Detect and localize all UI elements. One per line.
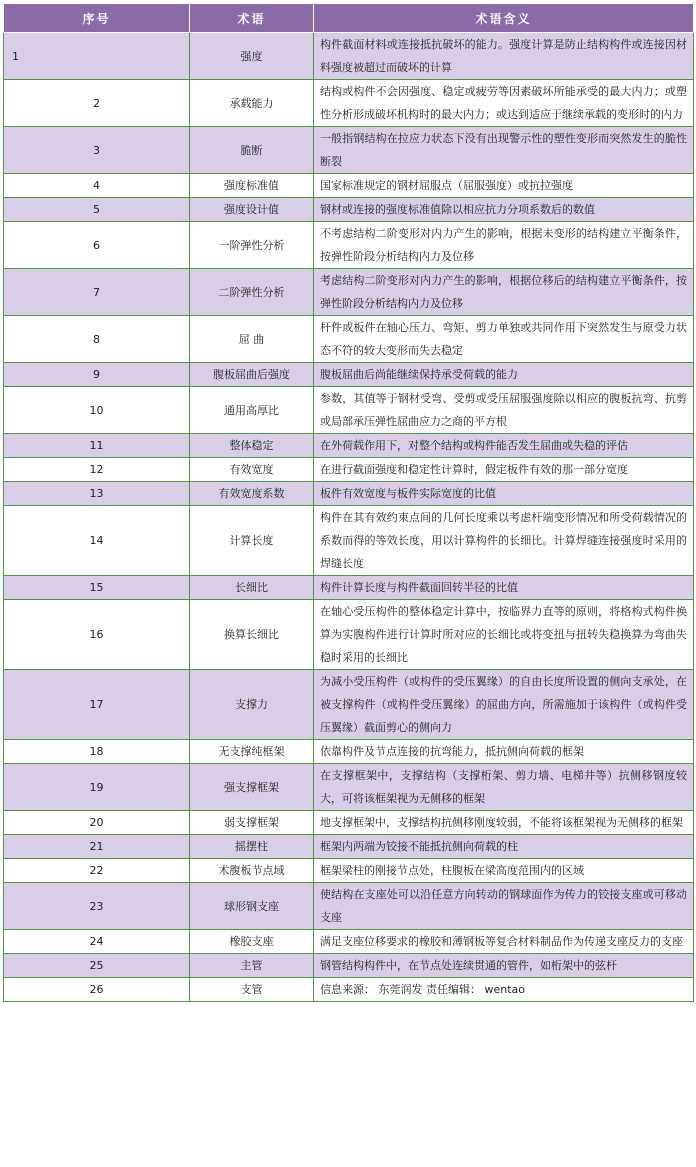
row-definition: 在轴心受压构件的整体稳定计算中，按临界力直等的原则，将格构式构件换算为实腹构件进行计算时所对应的长细比或将变扭与扭转失稳换算为弯曲失稳时采用的长细比: [314, 600, 694, 670]
row-definition: 为减小受压构件（或构件的受压翼缘）的自由长度所设置的侧向支承处，在被支撑构件（或构件受压翼缘）的屈曲方向，所需施加于该构件（或构件受压翼缘）截面剪心的侧向力: [314, 670, 694, 740]
row-definition: 参数，其值等于钢材受弯、受剪或受压屈服强度除以相应的腹板抗弯、抗剪或局部承压弹性屈曲应力之商的平方根: [314, 387, 694, 434]
table-row: [4, 33, 694, 80]
table-row: [4, 835, 694, 859]
row-definition: 结构或构件不会因强度、稳定或疲劳等因素破坏所能承受的最大内力；或塑性分析形成破坏机构时的最大内力；或达到适应于继续承载的变形时的内力: [314, 80, 694, 127]
row-definition: 构件截面材料或连接抵抗破坏的能力。强度计算是防止结构构件或连接因材料强度被超过而破坏的计算: [314, 33, 694, 80]
row-index: 19: [4, 764, 190, 811]
row-term: 支撑力: [190, 670, 314, 740]
table-header: [4, 4, 694, 33]
row-definition: 依靠构件及节点连接的抗弯能力，抵抗侧向荷载的框架: [314, 740, 694, 764]
row-term: 通用高厚比: [190, 387, 314, 434]
row-definition: 在支撑框架中，支撑结构（支撑桁架、剪力墙、电梯井等）抗侧移钢度较大，可将该框架视为无侧移的框架: [314, 764, 694, 811]
table-row: [4, 978, 694, 1002]
row-term: 长细比: [190, 576, 314, 600]
row-term: 术腹板节点域: [190, 859, 314, 883]
row-term: 一阶弹性分析: [190, 222, 314, 269]
row-definition: 信息来源： 东莞润发 责任编辑： wentao: [314, 978, 694, 1002]
header-definition: 术语含义: [314, 4, 694, 33]
row-index: 1: [4, 33, 190, 80]
row-term: 主管: [190, 954, 314, 978]
row-index: 5: [4, 198, 190, 222]
row-definition: 杆件或板件在轴心压力、弯矩、剪力单独或共同作用下突然发生与原受力状态不符的较大变形而失去稳定: [314, 316, 694, 363]
row-definition: 框架内两端为铰接不能抵抗侧向荷载的柱: [314, 835, 694, 859]
row-term: 有效宽度: [190, 458, 314, 482]
row-definition: 框架梁柱的刚接节点处，柱腹板在梁高度范围内的区域: [314, 859, 694, 883]
row-definition: 使结构在支座处可以沿任意方向转动的钢球面作为传力的铰接支座或可移动支座: [314, 883, 694, 930]
row-definition: 考虑结构二阶变形对内力产生的影响，根据位移后的结构建立平衡条件，按弹性阶段分析结构内力及位移: [314, 269, 694, 316]
table-row: [4, 434, 694, 458]
row-term: 无支撑纯框架: [190, 740, 314, 764]
row-index: 20: [4, 811, 190, 835]
row-term: 二阶弹性分析: [190, 269, 314, 316]
row-term: 橡胶支座: [190, 930, 314, 954]
row-index: 10: [4, 387, 190, 434]
row-definition: 构件在其有效约束点间的几何长度乘以考虑杆端变形情况和所受荷载情况的系数而得的等效长度，用以计算构件的长细比。计算焊缝连接强度时采用的焊缝长度: [314, 506, 694, 576]
row-index: 23: [4, 883, 190, 930]
table-row: [4, 222, 694, 269]
table-row: [4, 127, 694, 174]
row-index: 18: [4, 740, 190, 764]
row-index: 6: [4, 222, 190, 269]
row-index: 22: [4, 859, 190, 883]
row-definition: 地支撑框架中，支撑结构抗侧移刚度较弱，不能将该框架视为无侧移的框架: [314, 811, 694, 835]
row-definition: 板件有效宽度与板件实际宽度的比值: [314, 482, 694, 506]
table-row: [4, 670, 694, 740]
table-row: [4, 811, 694, 835]
row-term: 强度: [190, 33, 314, 80]
row-definition: 国家标准规定的钢材屈服点（屈服强度）或抗拉强度: [314, 174, 694, 198]
row-index: 4: [4, 174, 190, 198]
row-term: 腹板屈曲后强度: [190, 363, 314, 387]
header-index: 序号: [4, 4, 190, 33]
table-row: [4, 883, 694, 930]
row-index: 17: [4, 670, 190, 740]
row-definition: 腹板屈曲后尚能继续保持承受荷载的能力: [314, 363, 694, 387]
row-index: 15: [4, 576, 190, 600]
row-term: 支管: [190, 978, 314, 1002]
row-term: 摇摆柱: [190, 835, 314, 859]
row-index: 26: [4, 978, 190, 1002]
row-term: 脆断: [190, 127, 314, 174]
table-row: [4, 740, 694, 764]
row-index: 8: [4, 316, 190, 363]
row-index: 2: [4, 80, 190, 127]
row-definition: 钢管结构构件中，在节点处连续贯通的管件，如桁架中的弦杆: [314, 954, 694, 978]
row-term: 球形钢支座: [190, 883, 314, 930]
table-row: [4, 930, 694, 954]
row-index: 16: [4, 600, 190, 670]
row-definition: 钢材或连接的强度标准值除以相应抗力分项系数后的数值: [314, 198, 694, 222]
row-index: 13: [4, 482, 190, 506]
row-definition: 构件计算长度与构件截面回转半径的比值: [314, 576, 694, 600]
row-index: 25: [4, 954, 190, 978]
table-row: [4, 764, 694, 811]
row-term: 整体稳定: [190, 434, 314, 458]
row-index: 7: [4, 269, 190, 316]
row-term: 有效宽度系数: [190, 482, 314, 506]
row-index: 12: [4, 458, 190, 482]
table-row: [4, 458, 694, 482]
table-row: [4, 174, 694, 198]
table-row: [4, 80, 694, 127]
table-row: [4, 506, 694, 576]
row-term: 计算长度: [190, 506, 314, 576]
row-term: 强支撑框架: [190, 764, 314, 811]
row-index: 9: [4, 363, 190, 387]
row-term: 强度设计值: [190, 198, 314, 222]
header-term: 术语: [190, 4, 314, 33]
table-row: [4, 269, 694, 316]
row-index: 3: [4, 127, 190, 174]
row-term: 弱支撑框架: [190, 811, 314, 835]
terms-table: [3, 3, 694, 1002]
table-row: [4, 363, 694, 387]
table-row: [4, 387, 694, 434]
table-row: [4, 482, 694, 506]
row-term: 承载能力: [190, 80, 314, 127]
row-index: 11: [4, 434, 190, 458]
row-definition: 满足支座位移要求的橡胶和薄钢板等复合材料制品作为传递支座反力的支座: [314, 930, 694, 954]
row-term: 换算长细比: [190, 600, 314, 670]
row-index: 21: [4, 835, 190, 859]
row-term: 强度标准值: [190, 174, 314, 198]
row-index: 24: [4, 930, 190, 954]
table-row: [4, 600, 694, 670]
table-row: [4, 576, 694, 600]
table-row: [4, 954, 694, 978]
row-definition: 一般指钢结构在拉应力状态下没有出现警示性的塑性变形而突然发生的脆性断裂: [314, 127, 694, 174]
row-definition: 在进行截面强度和稳定性计算时，假定板件有效的那一部分宽度: [314, 458, 694, 482]
row-definition: 在外荷载作用下，对整个结构或构件能否发生屈曲或失稳的评估: [314, 434, 694, 458]
row-definition: 不考虑结构二阶变形对内力产生的影响，根据未变形的结构建立平衡条件，按弹性阶段分析结构内力及位移: [314, 222, 694, 269]
row-term: 屈 曲: [190, 316, 314, 363]
table-row: [4, 316, 694, 363]
row-index: 14: [4, 506, 190, 576]
table-row: [4, 859, 694, 883]
table-row: [4, 198, 694, 222]
